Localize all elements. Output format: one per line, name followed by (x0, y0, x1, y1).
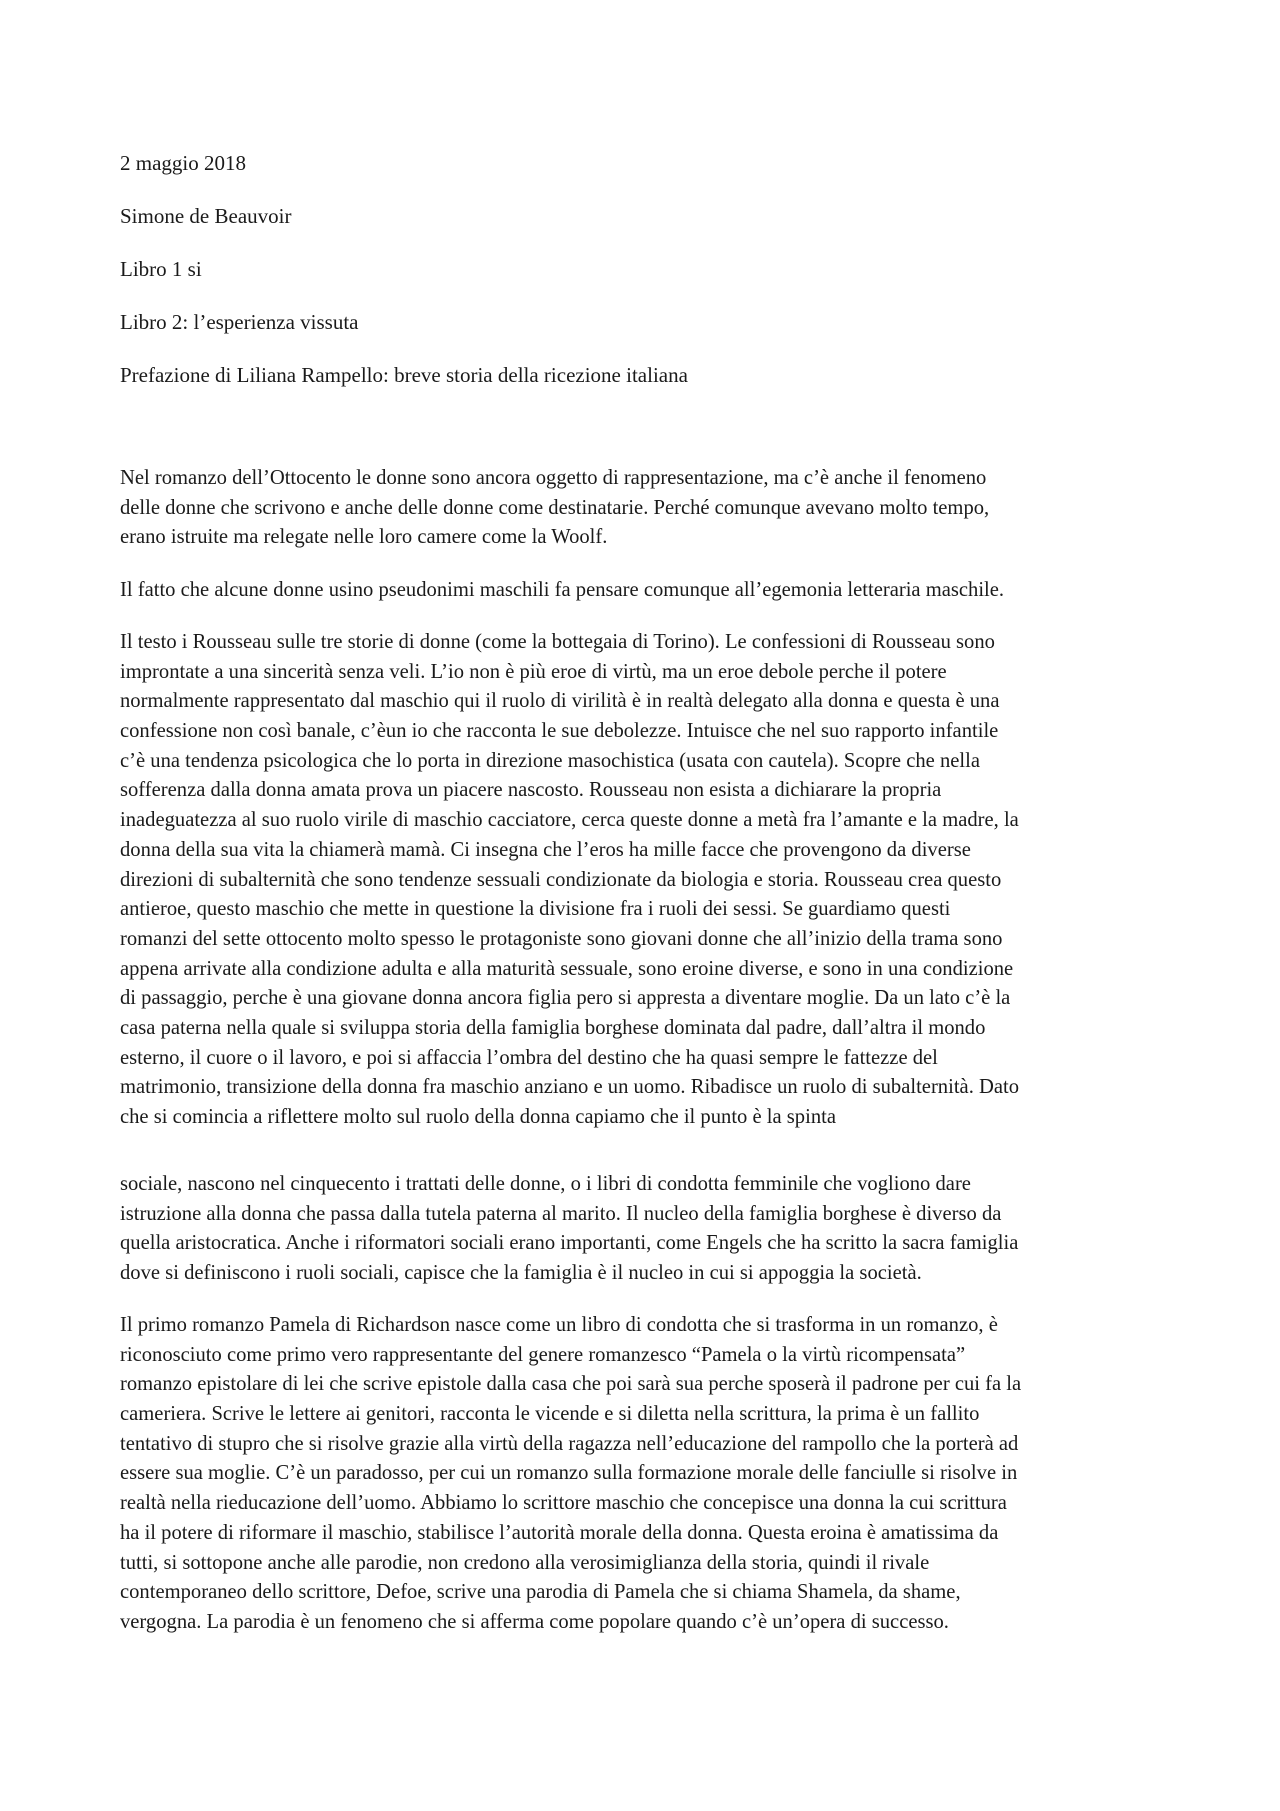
text-line: che si comincia a riflettere molto sul ruolo della donna capiamo che il punto è la spinta (120, 1106, 836, 1128)
text-line: istruzione alla donna che passa dalla tutela paterna al marito. Il nucleo della famiglia borghese è diverso da (120, 1202, 1002, 1225)
text-line: improntate a una sincerità senza veli. L’io non è più eroe di virtù, ma un eroe debole perche il potere (120, 660, 947, 683)
text-line: sofferenza dalla donna amata prova un piacere nascosto. Rousseau non esista a dichiarare la propria (120, 779, 942, 802)
text-line: dove si definiscono i ruoli sociali, capisce che la famiglia è il nucleo in cui si appoggia la società. (120, 1262, 922, 1285)
text-line: cameriera. Scrive le lettere ai genitori, racconta le vicende e si diletta nella scrittura, la prima è un fallito (120, 1403, 980, 1426)
text-line: c’è una tendenza psicologica che lo porta in direzione masochistica (usata con cautela). Scopre che nella (120, 749, 980, 772)
text-line: esterno, il cuore o il lavoro, e poi si affaccia l’ombra del destino che ha quasi sempre le fattezze del (120, 1046, 938, 1069)
date-line: 2 maggio 2018 (120, 151, 246, 175)
text-line: direzioni di subalternità che sono tendenze sessuali condizionate da biologia e storia. Rousseau crea questo (120, 868, 1002, 891)
text-line: delle donne che scrivono e anche delle donne come destinatarie. Perché comunque avevano molto tempo, (120, 496, 990, 519)
text-line: romanzo epistolare di lei che scrive epistole dalla casa che poi sarà sua perche sposerà il padrone per cui fa la (120, 1373, 1022, 1396)
text-line: confessione non così banale, c’èun io che racconta le sue debolezze. Intuisce che nel suo rapporto infantile (120, 720, 999, 743)
paragraph (120, 1311, 1168, 1638)
text-line: Il primo romanzo Pamela di Richardson nasce come un libro di condotta che si trasforma in un romanzo, è (120, 1314, 998, 1336)
text-line: casa paterna nella quale si sviluppa storia della famiglia borghese dominata dal padre, dall’altra il mondo (120, 1016, 986, 1039)
paragraph (120, 628, 1168, 1133)
paragraph (120, 464, 1168, 553)
text-line: erano istruite ma relegate nelle loro camere come la Woolf. (120, 526, 608, 549)
text-line: essere sua moglie. C’è un paradosso, per cui un romanzo sulla formazione morale delle fanciulle si risolve in (120, 1462, 1018, 1485)
text-line: realtà nella rieducazione dell’uomo. Abbiamo lo scrittore maschio che concepisce una donna la cui scrittura (120, 1492, 1007, 1515)
text-line: vergogna. La parodia è un fenomeno che si afferma come popolare quando c’è un’opera di successo. (120, 1610, 949, 1633)
paragraph (120, 576, 1168, 606)
text-line: matrimonio, transizione della donna fra maschio anziano e un uomo. Ribadisce un ruolo di subalternità. Dato (120, 1076, 1020, 1099)
text-line: romanzi del sette ottocento molto spesso le protagoniste sono giovani donne che all’inizio della trama sono (120, 927, 1003, 950)
text-line: riconosciuto come primo vero rappresentante del genere romanzesco “Pamela o la virtù ricompensata” (120, 1343, 966, 1366)
text-line: inadeguatezza al suo ruolo virile di maschio cacciatore, cerca queste donne a metà fra l’amante e la madre, la (120, 809, 1019, 832)
text-line: ha il potere di riformare il maschio, stabilisce l’autorità morale della donna. Questa eroina è amatissima da (120, 1521, 999, 1544)
text-line: tutti, si sottopone anche alle parodie, non credono alla verosimiglianza della storia, quindi il rivale (120, 1551, 930, 1574)
book2-line: Libro 2: l’esperienza vissuta (120, 310, 359, 334)
preface-line: Prefazione di Liliana Rampello: breve storia della ricezione italiana (120, 363, 688, 387)
document-header (120, 149, 1170, 414)
book1-line: Libro 1 si (120, 257, 202, 281)
text-line: donna della sua vita la chiamerà mamà. Ci insegna che l’eros ha mille facce che provengono da diverse (120, 838, 971, 861)
text-line: normalmente rappresentato dal maschio qui il ruolo di virilità è in realtà delegato alla donna e questa è una (120, 690, 1000, 713)
text-line: quella aristocratica. Anche i riformatori sociali erano importanti, come Engels che ha scritto la sacra famiglia (120, 1232, 1019, 1255)
text-line: contemporaneo dello scrittore, Defoe, scrive una parodia di Pamela che si chiama Shamela, da shame, (120, 1581, 961, 1604)
author-line: Simone de Beauvoir (120, 204, 292, 228)
text-line: antieroe, questo maschio che mette in questione la divisione fra i ruoli dei sessi. Se guardiamo questi (120, 898, 951, 921)
text-line: tentativo di stupro che si risolve grazie alla virtù della ragazza nell’educazione del rampollo che la porterà ad (120, 1432, 1019, 1455)
text-line: di passaggio, perche è una giovane donna ancora figlia pero si appresta a diventare moglie. Da un lato c’è la (120, 987, 1011, 1010)
paragraph (120, 1170, 1168, 1289)
text-line: Il testo i Rousseau sulle tre storie di donne (come la bottegaia di Torino). Le confessioni di Rousseau sono (120, 631, 995, 653)
text-line: sociale, nascono nel cinquecento i trattati delle donne, o i libri di condotta femminile che vogliono dare (120, 1173, 971, 1195)
text-line: Il fatto che alcune donne usino pseudonimi maschili fa pensare comunque all’egemonia letteraria maschile. (120, 579, 1005, 601)
text-line: appena arrivate alla condizione adulta e alla maturità sessuale, sono eroine diverse, e sono in una condizione (120, 957, 1014, 980)
text-line: Nel romanzo dell’Ottocento le donne sono ancora oggetto di rappresentazione, ma c’è anche il fenomeno (120, 467, 987, 489)
